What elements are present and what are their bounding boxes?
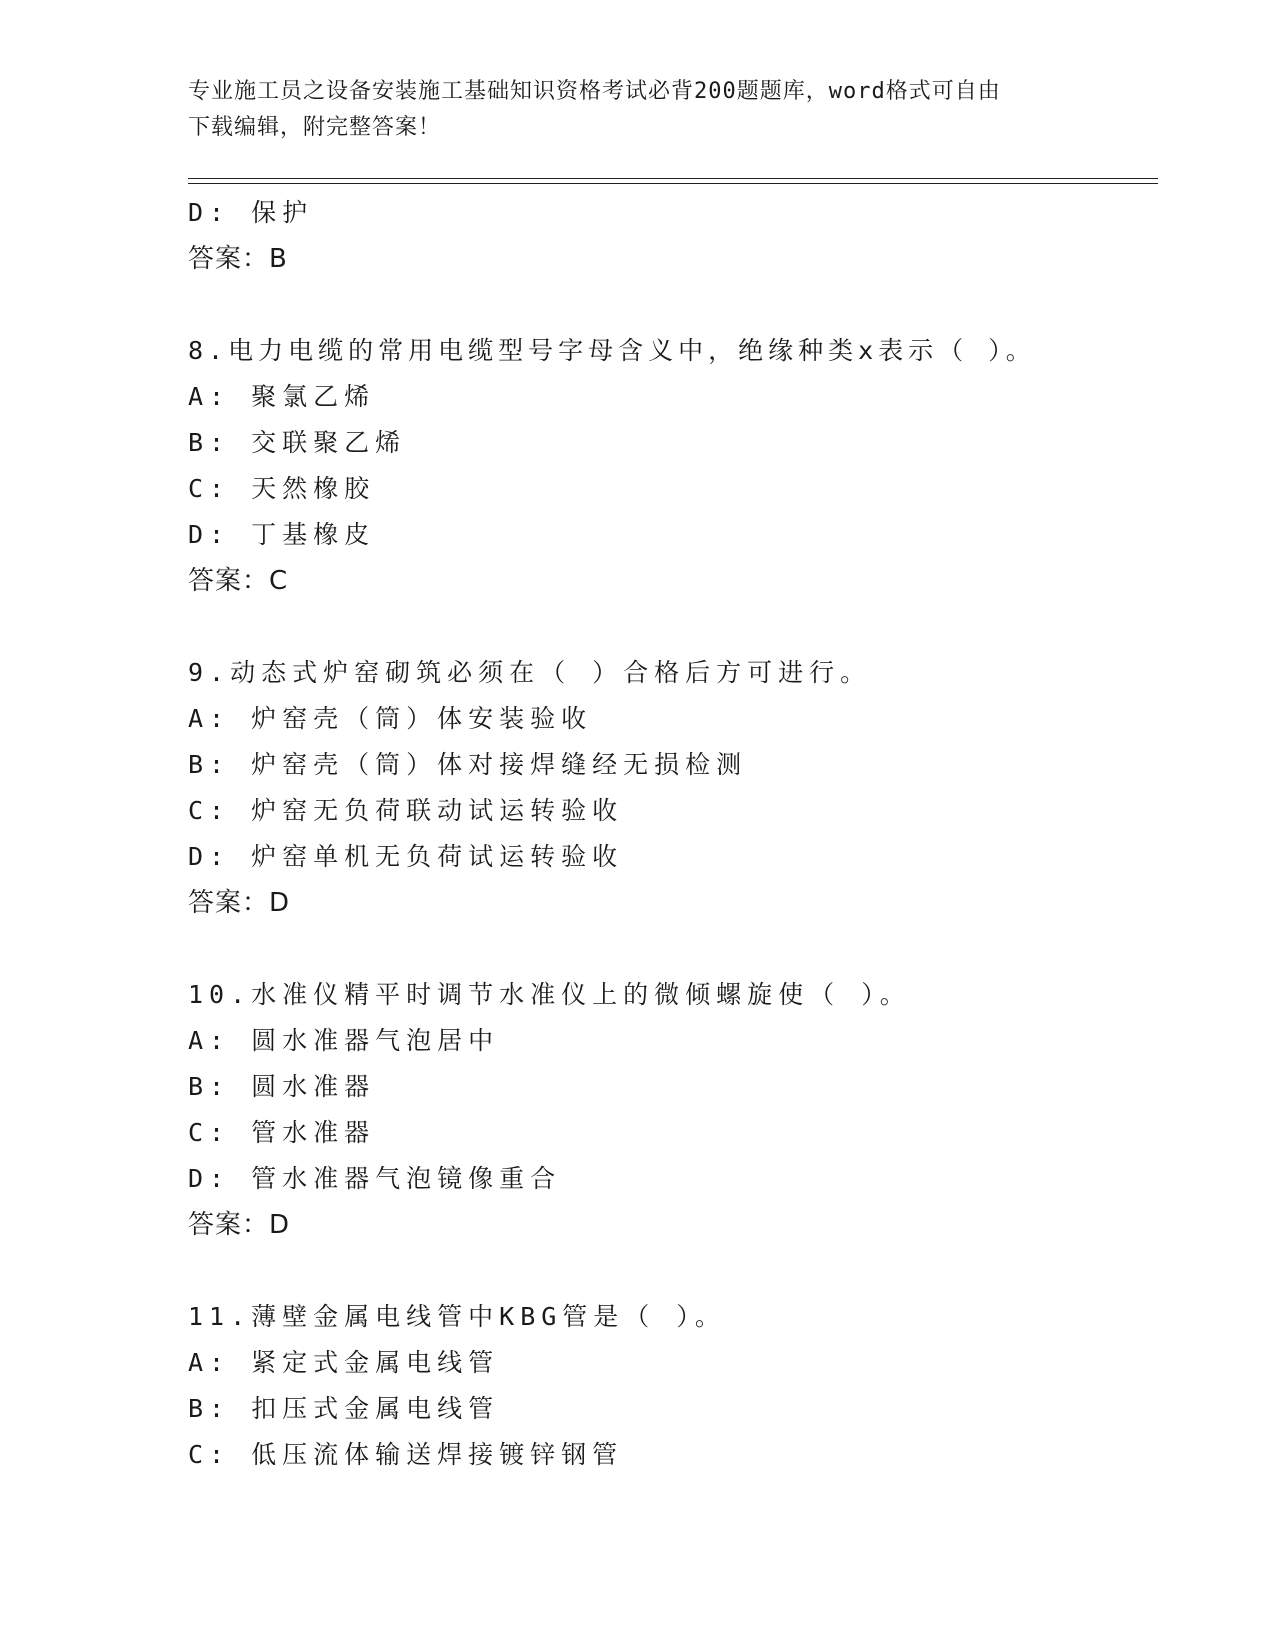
- option-line: [188, 1432, 1188, 1478]
- question-number: 10.: [188, 980, 252, 1009]
- question-block: [188, 328, 1188, 604]
- option-line: [188, 512, 1188, 558]
- question-list: [188, 190, 1188, 1478]
- answer-label: 答案：: [188, 244, 270, 274]
- option-line: [188, 788, 1188, 834]
- option-line: [188, 466, 1188, 512]
- header-divider-top: [188, 178, 1158, 179]
- option-text: 低压流体输送焊接镀锌钢管: [251, 1440, 624, 1469]
- question-number: 9.: [188, 658, 231, 687]
- option-label: D:: [188, 520, 231, 549]
- option-line: [188, 1064, 1188, 1110]
- spacer: [188, 1248, 1188, 1294]
- spacer: [188, 926, 1188, 972]
- option-text: 丁基橡皮: [251, 520, 376, 549]
- option-line: [188, 374, 1188, 420]
- option-line: [188, 1156, 1188, 1202]
- option-label: A:: [188, 1348, 231, 1377]
- question-block: [188, 1294, 1188, 1478]
- answer-label: 答案：: [188, 566, 270, 596]
- option-text: 聚氯乙烯: [251, 382, 376, 411]
- option-text: 炉窑单机无负荷试运转验收: [251, 842, 624, 871]
- answer-line: [188, 1202, 1188, 1248]
- option-label: A:: [188, 382, 231, 411]
- spacer: [188, 282, 1188, 328]
- option-text: 炉窑无负荷联动试运转验收: [251, 796, 624, 825]
- header-line-2: 下载编辑，附完整答案！: [188, 115, 442, 140]
- option-text: 炉窑壳（筒）体安装验收: [251, 704, 593, 733]
- option-label: B:: [188, 1072, 231, 1101]
- option-label: B:: [188, 428, 231, 457]
- option-text: 管水准器气泡镜像重合: [251, 1164, 562, 1193]
- question-stem: [188, 328, 1188, 374]
- answer-value: D: [269, 888, 291, 918]
- option-line: [188, 190, 1188, 236]
- option-line: [188, 834, 1188, 880]
- question-text: 电力电缆的常用电缆型号字母含义中，绝缘种类x表示（ ）。: [228, 336, 1036, 365]
- option-line: [188, 1110, 1188, 1156]
- answer-value: D: [269, 1210, 291, 1240]
- question-stem: [188, 1294, 1188, 1340]
- option-label: D:: [188, 842, 231, 871]
- option-line: [188, 1018, 1188, 1064]
- option-line: [188, 1386, 1188, 1432]
- option-label: C:: [188, 474, 231, 503]
- answer-label: 答案：: [188, 1210, 270, 1240]
- option-text: 紧定式金属电线管: [251, 1348, 500, 1377]
- option-label: B:: [188, 750, 231, 779]
- option-label: D:: [188, 1164, 231, 1193]
- option-line: [188, 1340, 1188, 1386]
- question-stem: [188, 650, 1188, 696]
- option-label: C:: [188, 1440, 231, 1469]
- answer-label: 答案：: [188, 888, 270, 918]
- header-line-1: 专业施工员之设备安装施工基础知识资格考试必背200题题库，word格式可自由: [188, 79, 1001, 104]
- option-label: B:: [188, 1394, 231, 1423]
- question-text: 薄壁金属电线管中KBG管是（ ）。: [251, 1302, 726, 1331]
- option-label: C:: [188, 796, 231, 825]
- option-label: A:: [188, 704, 231, 733]
- option-text: 交联聚乙烯: [251, 428, 407, 457]
- option-line: [188, 696, 1188, 742]
- option-line: [188, 742, 1188, 788]
- question-text: 动态式炉窑砌筑必须在（ ）合格后方可进行。: [230, 658, 872, 687]
- option-text: 圆水准器: [251, 1072, 376, 1101]
- question-block: [188, 650, 1188, 926]
- option-text: 天然橡胶: [251, 474, 376, 503]
- answer-value: B: [269, 244, 288, 274]
- answer-line: [188, 880, 1188, 926]
- option-text: 管水准器: [251, 1118, 376, 1147]
- question-number: 8.: [188, 336, 229, 365]
- answer-value: C: [269, 566, 289, 596]
- question-number: 11.: [188, 1302, 252, 1331]
- option-line: [188, 420, 1188, 466]
- option-label: C:: [188, 1118, 231, 1147]
- option-text: 圆水准器气泡居中: [251, 1026, 500, 1055]
- question-stem: [188, 972, 1188, 1018]
- question-block: [188, 972, 1188, 1248]
- option-label: A:: [188, 1026, 231, 1055]
- option-label: D:: [188, 198, 231, 227]
- header-divider-bottom: [188, 183, 1158, 184]
- spacer: [188, 604, 1188, 650]
- answer-line: [188, 236, 1188, 282]
- option-text: 保护: [251, 198, 314, 227]
- document-header: [188, 74, 1088, 146]
- answer-line: [188, 558, 1188, 604]
- question-text: 水准仪精平时调节水准仪上的微倾螺旋使（ ）。: [251, 980, 911, 1009]
- option-text: 扣压式金属电线管: [251, 1394, 500, 1423]
- option-text: 炉窑壳（筒）体对接焊缝经无损检测: [251, 750, 748, 779]
